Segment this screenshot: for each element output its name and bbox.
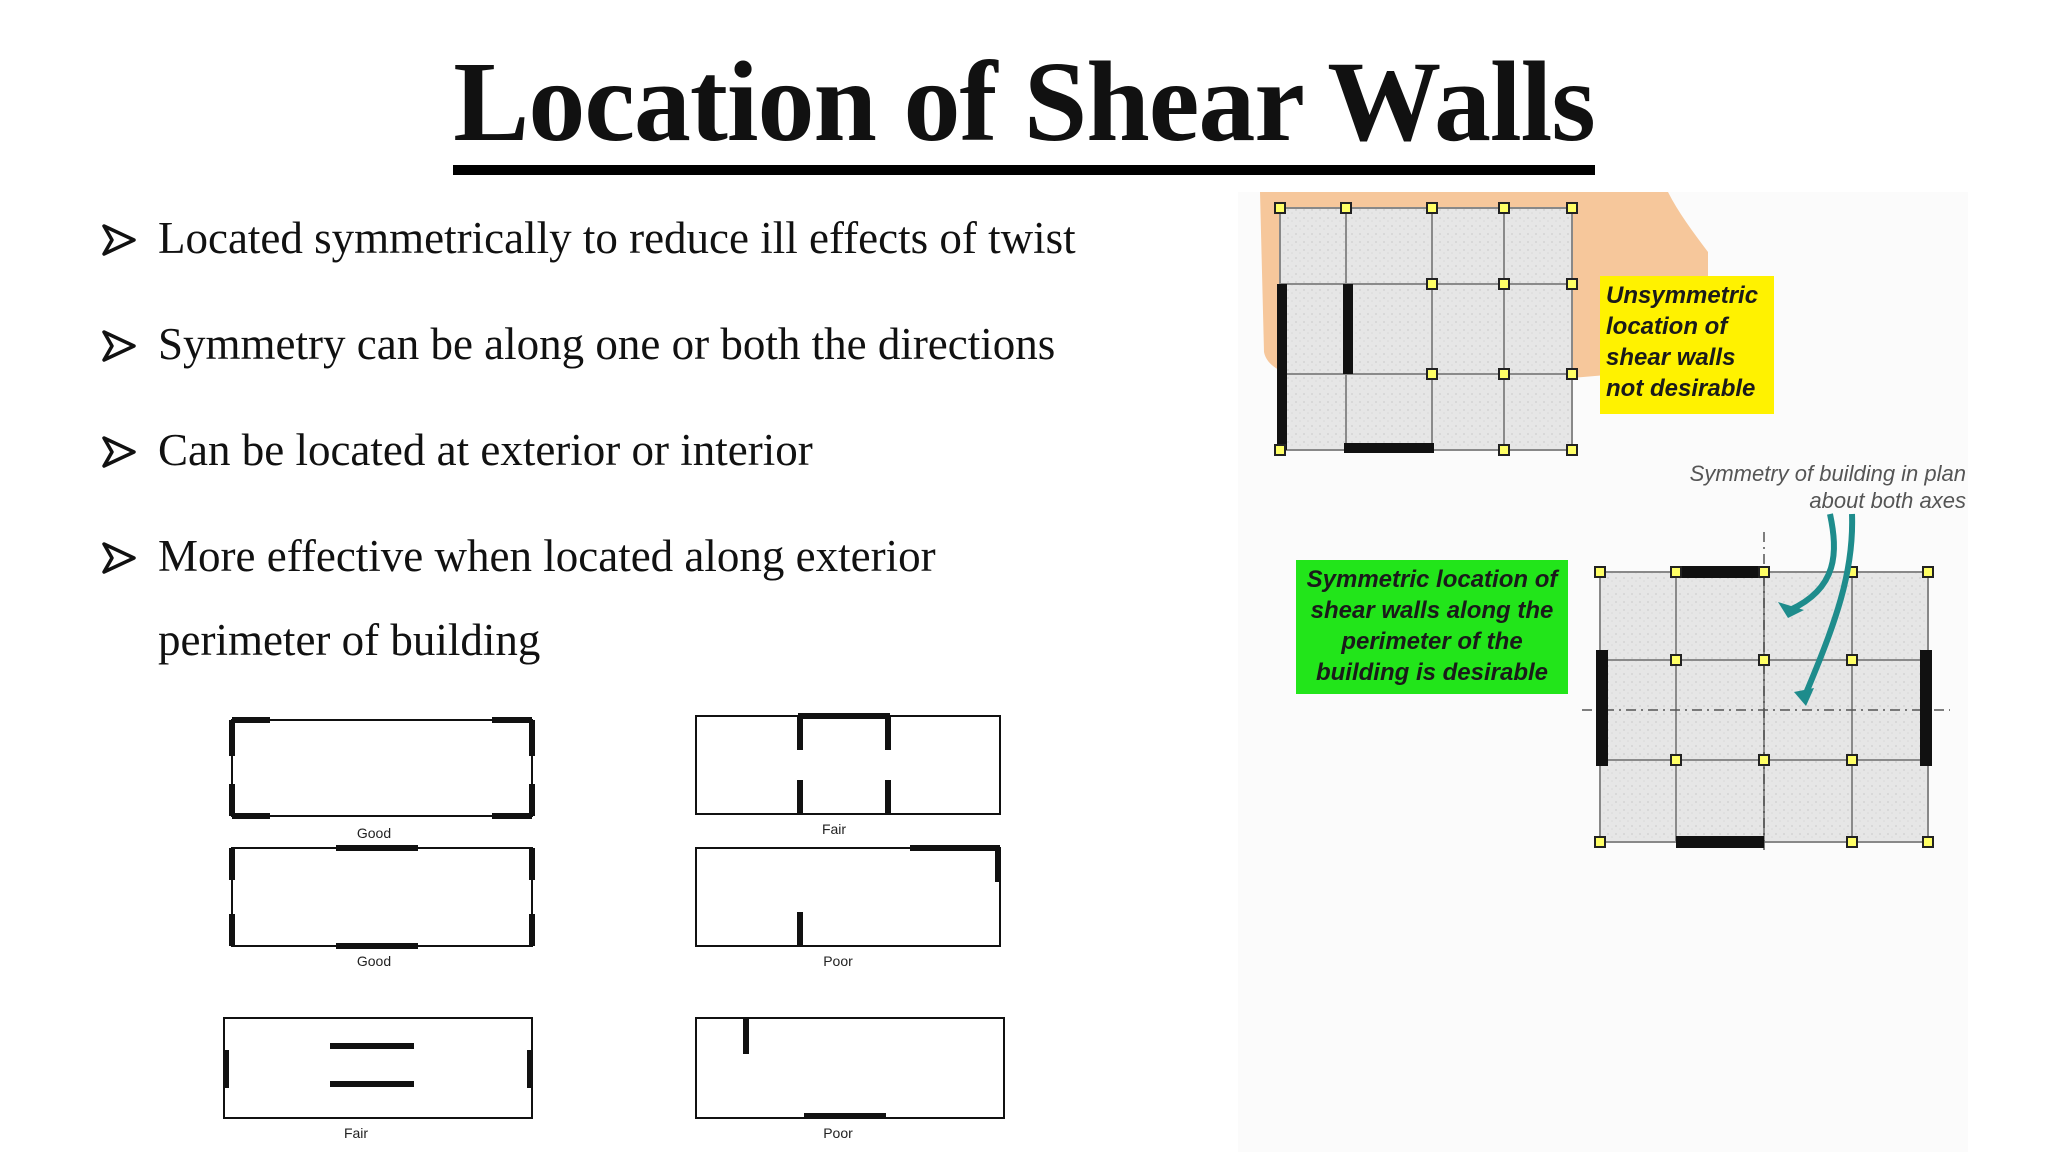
arrow-bullet-icon — [100, 196, 140, 280]
plan-label: Poor — [823, 953, 853, 969]
slide-title — [0, 38, 2048, 166]
plan-label: Fair — [821, 821, 847, 837]
plan-poor-corner — [696, 1018, 1004, 1118]
arrow-bullet-icon — [100, 408, 140, 492]
axes-symmetry-note: Symmetry of building in plan about both axes — [1689, 461, 1966, 513]
bullet-list — [100, 196, 1160, 704]
arrow-bullet-icon — [100, 302, 140, 386]
bullet-continuation-text: perimeter of building — [158, 615, 541, 665]
plan-fair-interior — [224, 1018, 532, 1118]
shear-wall-plan-diagrams — [210, 700, 1030, 1152]
bullet-item — [100, 302, 1160, 386]
arrow-bullet-icon — [100, 514, 140, 598]
plan-label: Fair — [343, 1125, 369, 1141]
bullet-text: Can be located at exterior or interior — [158, 425, 813, 475]
bullet-item — [100, 514, 1160, 682]
plan-good-corners — [232, 720, 532, 816]
plan-label: Good — [356, 953, 392, 969]
slide-title-text: Location of Shear Walls — [453, 38, 1594, 175]
plan-poor-unsymmetric — [696, 848, 1000, 946]
bullet-item — [100, 408, 1160, 492]
unsymmetric-callout: Unsymmetric location of shear walls not desirable — [1600, 276, 1774, 414]
bullet-item — [100, 196, 1160, 280]
bullet-text: More effective when located along exterior — [158, 531, 936, 581]
bullet-text: Located symmetrically to reduce ill effects of twist — [158, 213, 1076, 263]
symmetric-callout: Symmetric location of shear walls along the perimeter of the building is desirable — [1296, 560, 1568, 694]
plan-fair-core — [696, 716, 1000, 814]
plan-label: Poor — [823, 1125, 853, 1141]
bullet-text: Symmetry can be along one or both the directions — [158, 319, 1056, 369]
plan-good-perimeter — [232, 848, 532, 946]
plan-label: Good — [356, 825, 392, 841]
